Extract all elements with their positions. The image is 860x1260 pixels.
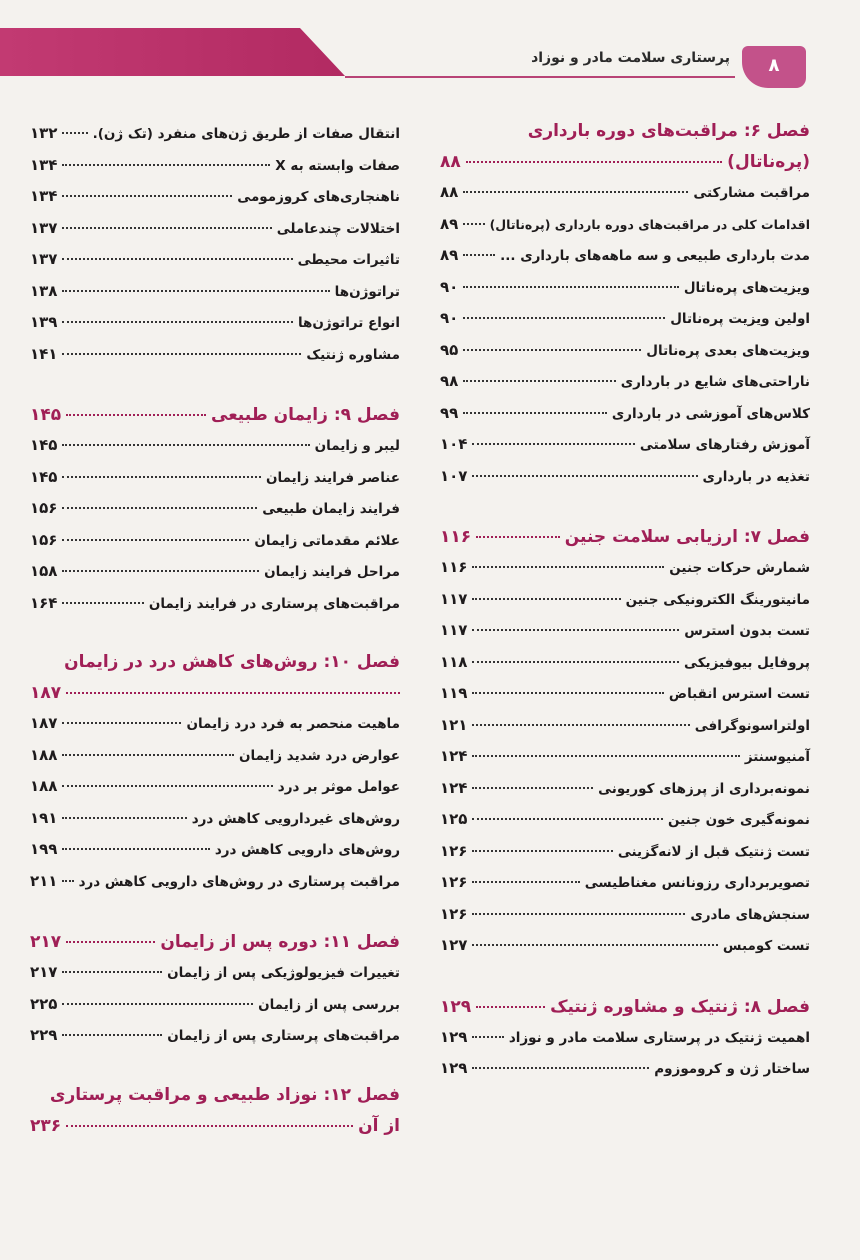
toc-entry-page: ۹۰ xyxy=(440,309,459,327)
toc-entry xyxy=(30,307,400,339)
running-header-title: پرستاری سلامت مادر و نوزاد xyxy=(531,50,730,66)
toc-entry-page: ۱۱۹ xyxy=(440,684,468,702)
dot-leader xyxy=(463,412,607,414)
dot-leader xyxy=(62,785,272,787)
toc-entry-page: ۹۸ xyxy=(440,372,459,390)
toc-entry-title: بررسی پس از زایمان xyxy=(258,996,400,1013)
toc-entry xyxy=(30,493,400,525)
toc-entry xyxy=(30,803,400,835)
dot-leader xyxy=(472,443,634,445)
dot-leader xyxy=(62,507,257,509)
dot-leader xyxy=(472,818,663,820)
toc-entry-title: انواع تراتوژن‌ها xyxy=(297,315,400,331)
toc-entry-page: ۱۲۱ xyxy=(440,715,468,734)
chapter-10-entries xyxy=(30,708,400,897)
chapter-6-entries xyxy=(440,177,810,492)
chapter-11-entries xyxy=(30,957,400,1052)
toc-entry xyxy=(440,710,810,742)
toc-entry xyxy=(440,177,810,209)
toc-entry-title: مراقبت مشارکتی xyxy=(693,185,810,201)
toc-entry-title: نمونه‌برداری از پرزهای کوریونی xyxy=(598,780,810,797)
dot-leader xyxy=(62,848,209,850)
toc-entry-page: ۸۹ xyxy=(440,246,459,264)
header-band xyxy=(0,28,345,76)
dot-leader xyxy=(472,1067,649,1069)
toc-entry xyxy=(30,708,400,740)
toc-entry-page: ۱۸۸ xyxy=(30,777,58,795)
toc-entry-title: اهمیت ژنتیک در پرستاری سلامت مادر و نوزاد xyxy=(508,1029,810,1046)
dot-leader xyxy=(472,475,697,477)
toc-entry-page: ۸۹ xyxy=(440,214,459,233)
toc-entry xyxy=(440,1053,810,1085)
chapter-8-entries xyxy=(440,1022,810,1085)
toc-entry-title: ویزیت‌های بعدی پره‌ناتال xyxy=(646,342,810,359)
dot-leader xyxy=(62,321,292,323)
toc-entry-title: اولتراسونوگرافی xyxy=(694,717,810,734)
toc-entry xyxy=(440,272,810,304)
dot-leader xyxy=(463,286,679,288)
toc-entry-page: ۹۵ xyxy=(440,340,459,359)
toc-entry-page: ۱۱۸ xyxy=(440,652,468,671)
dot-leader xyxy=(62,444,309,446)
dot-leader xyxy=(62,164,270,166)
toc-entry xyxy=(440,867,810,899)
chapter-8-title: فصل ۸: ژنتیک و مشاوره ژنتیک ۱۲۹ xyxy=(440,992,810,1022)
dot-leader xyxy=(62,722,181,724)
toc-entry-page: ۱۲۷ xyxy=(440,936,468,954)
toc-entry-title: پروفایل بیوفیزیکی xyxy=(684,654,810,671)
toc-entry xyxy=(440,429,810,461)
toc-entry-title: تغییرات فیزیولوژیکی پس از زایمان xyxy=(167,965,400,981)
toc-entry-page: ۹۰ xyxy=(440,277,459,296)
toc-entry-title: ماهیت منحصر به فرد درد زایمان xyxy=(186,716,400,732)
toc-entry-title: عوارض درد شدید زایمان xyxy=(238,747,400,764)
dot-leader xyxy=(62,1003,253,1005)
toc-entry-title: صفات وابسته به X xyxy=(275,157,400,174)
toc-entry-title: مراحل فرایند زایمان xyxy=(264,564,400,580)
toc-entry xyxy=(440,584,810,616)
toc-entry-page: ۱۵۶ xyxy=(30,499,58,517)
toc-entry xyxy=(440,741,810,773)
toc-entry xyxy=(30,339,400,371)
toc-entry-page: ۱۲۹ xyxy=(440,1027,468,1046)
toc-entry-page: ۱۸۷ xyxy=(30,714,58,732)
toc-entry-page: ۲۲۵ xyxy=(30,994,58,1013)
toc-entry-page: ۱۴۵ xyxy=(30,467,58,486)
toc-entry-page: ۱۲۹ xyxy=(440,1059,468,1077)
toc-entry xyxy=(440,678,810,710)
toc-entry xyxy=(30,118,400,150)
toc-entry-page: ۱۱۶ xyxy=(440,558,468,576)
dot-leader xyxy=(62,880,73,882)
toc-entry-page: ۱۸۸ xyxy=(30,745,58,764)
toc-entry-title: مانیتورینگ الکترونیکی جنین xyxy=(625,591,810,608)
dot-leader xyxy=(62,971,162,973)
dot-leader xyxy=(62,353,301,355)
chapter-6-page: ۸۸ xyxy=(440,152,461,172)
dot-leader xyxy=(62,132,87,134)
toc-entry-page: ۲۲۹ xyxy=(30,1026,58,1044)
toc-entry xyxy=(30,556,400,588)
toc-entry-title: تست ژنتیک قبل از لانه‌گزینی xyxy=(617,843,810,860)
toc-entry-page: ۱۲۶ xyxy=(440,873,468,891)
dot-leader xyxy=(463,349,641,351)
toc-entry xyxy=(440,836,810,868)
toc-entry xyxy=(440,773,810,805)
chapter-12-page: ۲۳۶ xyxy=(30,1115,62,1136)
dot-leader xyxy=(472,944,717,946)
toc-entry-title: علائم مقدماتی زایمان xyxy=(254,532,400,549)
toc-entry-title: تاثیرات محیطی xyxy=(297,252,400,268)
toc-entry-title: عناصر فرایند زایمان xyxy=(266,469,400,486)
toc-entry-title: اختلالات چندعاملی xyxy=(276,220,400,237)
toc-entry-title: روش‌های دارویی کاهش درد xyxy=(214,842,400,858)
toc-entry-title: ویزیت‌های پره‌ناتال xyxy=(683,279,810,296)
toc-entry-page: ۱۹۹ xyxy=(30,840,58,858)
dot-leader xyxy=(472,724,689,726)
toc-entry-page: ۱۰۴ xyxy=(440,435,468,453)
toc-entry-title: تراتوژن‌ها xyxy=(334,283,400,300)
toc-entry xyxy=(30,740,400,772)
toc-entry-page: ۱۵۶ xyxy=(30,530,58,549)
dot-leader xyxy=(472,598,620,600)
dot-leader xyxy=(463,380,615,382)
toc-entry xyxy=(30,181,400,213)
toc-entry-page: ۱۴۵ xyxy=(30,436,58,454)
toc-entry-title: روش‌های غیردارویی کاهش درد xyxy=(191,810,400,827)
toc-entry-title: مشاوره ژنتیک xyxy=(306,346,400,363)
chapter-11-page: ۲۱۷ xyxy=(30,932,62,952)
dot-leader xyxy=(62,476,261,478)
toc-entry xyxy=(440,899,810,931)
chapter-10-title: فصل ۱۰: روش‌های کاهش درد در زایمان xyxy=(64,652,400,672)
toc-entry-page: ۱۵۸ xyxy=(30,562,58,580)
chapter-9-page: ۱۴۵ xyxy=(30,405,62,425)
toc-entry-title: تست کومبس xyxy=(722,938,810,954)
toc-entry-title: تغذیه در بارداری xyxy=(702,468,810,485)
chapter-6-title-line2: (پره‌ناتال) ۸۸ xyxy=(440,147,810,177)
dot-leader xyxy=(472,881,579,883)
toc-entry-title: عوامل موثر بر درد xyxy=(277,779,400,795)
toc-entry-page: ۲۱۱ xyxy=(30,871,58,890)
dot-leader xyxy=(472,692,663,694)
dot-leader xyxy=(472,787,593,789)
chapter-7-page: ۱۱۶ xyxy=(440,527,472,547)
toc-entry xyxy=(440,209,810,241)
toc-entry xyxy=(440,335,810,367)
toc-entry-title: مدت بارداری طبیعی و سه ماهه‌های بارداری ... xyxy=(500,248,810,264)
toc-entry-page: ۹۹ xyxy=(440,403,459,422)
toc-entry-page: ۱۲۶ xyxy=(440,841,468,860)
toc-entry xyxy=(30,525,400,557)
toc-entry xyxy=(30,834,400,866)
toc-entry-title: ناهنجاری‌های کروزمومی xyxy=(237,189,400,205)
dot-leader xyxy=(62,227,271,229)
chapter-12-title: فصل ۱۲: نوزاد طبیعی و مراقبت پرستاری xyxy=(49,1084,400,1105)
toc-entry xyxy=(30,276,400,308)
toc-entry-page: ۲۱۷ xyxy=(30,963,58,981)
toc-entry-page: ۱۰۷ xyxy=(440,466,468,485)
dot-leader xyxy=(463,317,665,319)
chapter-8-continued-entries xyxy=(30,118,400,370)
toc-entry-page: ۱۳۷ xyxy=(30,250,58,268)
toc-entry-title: مراقبت‌های پرستاری پس از زایمان xyxy=(167,1028,400,1044)
toc-entry-page: ۱۱۷ xyxy=(440,621,468,639)
toc-entry-title: فرایند زایمان طبیعی xyxy=(262,501,400,517)
toc-entry-page: ۸۸ xyxy=(440,183,459,201)
toc-entry xyxy=(440,366,810,398)
toc-entry-title: مراقبت‌های پرستاری در فرایند زایمان xyxy=(148,595,400,612)
toc-entry-title: تست بدون استرس xyxy=(684,623,810,639)
toc-entry-title: مراقبت پرستاری در روش‌های دارویی کاهش درد xyxy=(78,873,400,890)
toc-entry-page: ۱۴۱ xyxy=(30,344,58,363)
toc-left-column xyxy=(30,118,400,1141)
dot-leader xyxy=(463,191,688,193)
toc-entry xyxy=(30,588,400,620)
chapter-10-page: ۱۸۷ xyxy=(30,683,62,703)
dot-leader xyxy=(472,913,685,915)
dot-leader xyxy=(62,1034,162,1036)
toc-entry xyxy=(30,213,400,245)
toc-entry xyxy=(440,804,810,836)
dot-leader xyxy=(463,223,484,225)
page-number-badge: ۸ xyxy=(742,46,806,88)
toc-entry-title: ناراحتی‌های شایع در بارداری xyxy=(620,374,810,390)
toc-entry-page: ۱۹۱ xyxy=(30,808,58,827)
chapter-7-entries xyxy=(440,552,810,962)
toc-entry-title: آموزش رفتارهای سلامتی xyxy=(639,437,810,453)
toc-entry-title: سنجش‌های مادری xyxy=(690,906,810,923)
chapter-9-entries xyxy=(30,430,400,619)
dot-leader xyxy=(62,258,292,260)
toc-entry-title: ساختار ژن و کروموزوم xyxy=(654,1061,810,1077)
dot-leader xyxy=(472,566,664,568)
toc-entry-page: ۱۲۵ xyxy=(440,810,468,828)
toc-entry-title: آمنیوسنتز xyxy=(744,749,810,765)
toc-entry-title: اقدامات کلی در مراقبت‌های دوره بارداری (پره‌ناتال) xyxy=(489,216,810,232)
toc-entry-title: اولین ویزیت پره‌ناتال xyxy=(670,311,810,327)
toc-entry xyxy=(440,461,810,493)
chapter-12-title-line2: از آن ۲۳۶ xyxy=(30,1111,400,1141)
toc-entry xyxy=(440,398,810,430)
toc-entry-title: تست استرس انقباض xyxy=(668,686,810,702)
dot-leader xyxy=(472,629,679,631)
toc-entry-page: ۱۳۴ xyxy=(30,155,58,174)
toc-entry xyxy=(440,303,810,335)
toc-entry-page: ۱۳۲ xyxy=(30,124,58,142)
dot-leader xyxy=(62,754,234,756)
toc-entry-title: کلاس‌های آموزشی در بارداری xyxy=(611,405,810,422)
dot-leader xyxy=(472,850,612,852)
toc-entry-title: انتقال صفات از طریق ژن‌های منفرد (تک ژن). xyxy=(92,126,400,142)
toc-entry xyxy=(440,1022,810,1054)
toc-entry xyxy=(440,240,810,272)
chapter-8-page: ۱۲۹ xyxy=(440,996,472,1017)
toc-entry-page: ۱۱۷ xyxy=(440,589,468,608)
toc-entry xyxy=(30,430,400,462)
dot-leader xyxy=(62,195,232,197)
dot-leader xyxy=(62,602,143,604)
toc-entry-page: ۱۲۶ xyxy=(440,904,468,923)
toc-entry-title: تصویربرداری رزونانس مغناطیسی xyxy=(584,875,810,891)
toc-entry xyxy=(440,930,810,962)
header-rule xyxy=(345,76,735,78)
toc-right-column xyxy=(440,118,810,1085)
toc-entry xyxy=(440,647,810,679)
toc-entry xyxy=(440,552,810,584)
toc-entry-page: ۱۲۴ xyxy=(440,747,468,765)
chapter-9-title: فصل ۹: زایمان طبیعی ۱۴۵ xyxy=(30,400,400,430)
chapter-6-title: فصل ۶: مراقبت‌های دوره بارداری xyxy=(527,121,810,141)
toc-entry-page: ۱۳۴ xyxy=(30,187,58,205)
dot-leader xyxy=(62,290,329,292)
dot-leader xyxy=(472,755,739,757)
dot-leader xyxy=(472,1036,503,1038)
dot-leader xyxy=(472,661,679,663)
toc-entry xyxy=(30,462,400,494)
toc-entry xyxy=(30,771,400,803)
toc-entry xyxy=(30,866,400,898)
chapter-11-title: فصل ۱۱: دوره پس از زایمان ۲۱۷ xyxy=(30,927,400,957)
toc-entry xyxy=(30,1020,400,1052)
toc-entry xyxy=(30,957,400,989)
toc-entry-page: ۱۶۴ xyxy=(30,593,58,612)
dot-leader xyxy=(62,570,259,572)
toc-entry xyxy=(30,989,400,1021)
toc-entry-page: ۱۲۴ xyxy=(440,778,468,797)
toc-entry-page: ۱۳۸ xyxy=(30,281,58,300)
toc-entry-page: ۱۳۷ xyxy=(30,218,58,237)
chapter-7-title: فصل ۷: ارزیابی سلامت جنین ۱۱۶ xyxy=(440,522,810,552)
dot-leader xyxy=(62,539,249,541)
chapter-10-page-line xyxy=(30,678,400,708)
dot-leader xyxy=(62,817,186,819)
toc-entry-page: ۱۳۹ xyxy=(30,313,58,331)
toc-entry xyxy=(440,615,810,647)
toc-entry-title: لیبر و زایمان xyxy=(314,438,400,454)
dot-leader xyxy=(463,254,495,256)
toc-entry xyxy=(30,244,400,276)
toc-entry-title: نمونه‌گیری خون جنین xyxy=(668,812,810,828)
toc-entry-title: شمارش حرکات جنین xyxy=(669,560,810,576)
toc-entry xyxy=(30,150,400,182)
